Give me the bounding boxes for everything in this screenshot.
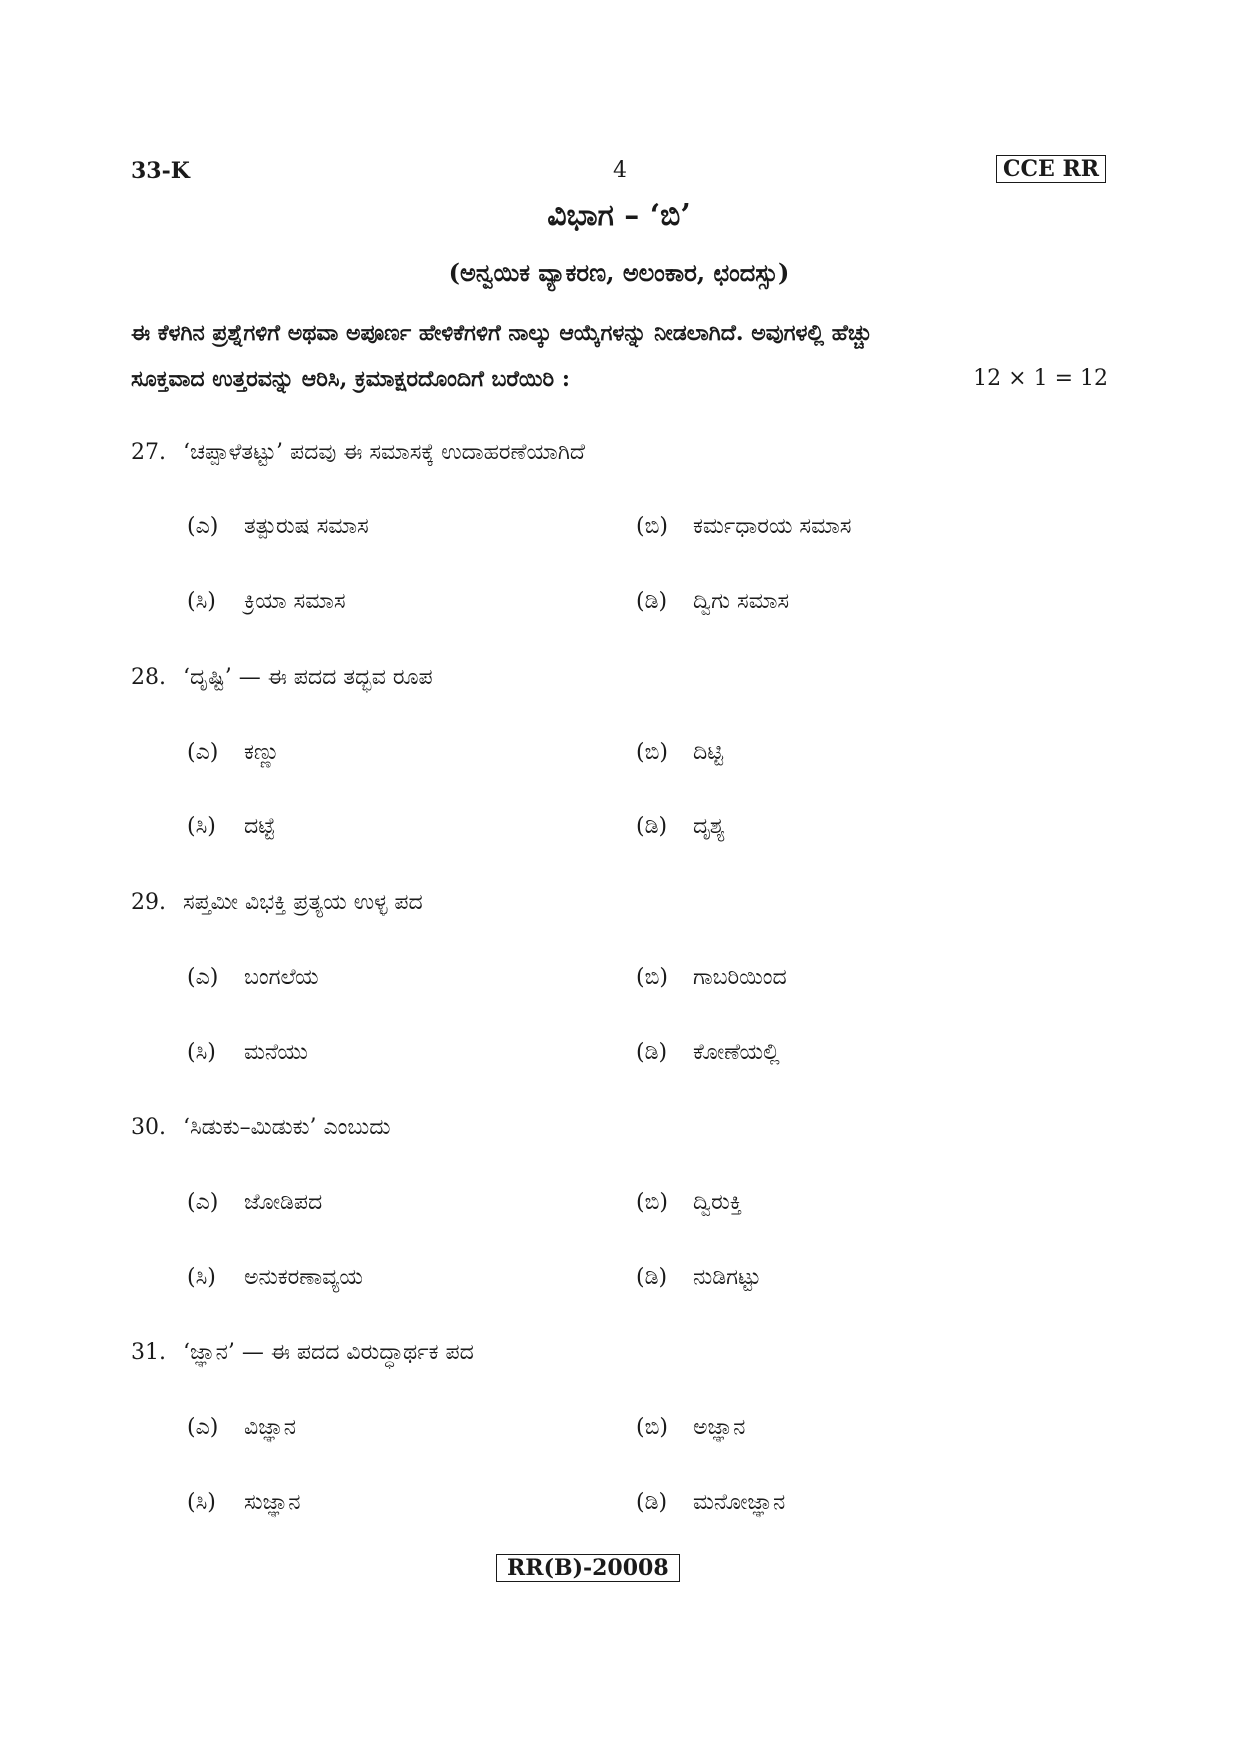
question-30 — [131, 1115, 390, 1140]
option-d — [636, 589, 789, 614]
option-label: (ಬಿ) — [636, 514, 668, 539]
option-c — [187, 589, 346, 614]
option-text: ದ್ವಿರುಕ್ತಿ — [693, 1190, 742, 1215]
question-31 — [131, 1340, 474, 1365]
option-c — [187, 1490, 301, 1515]
option-c — [187, 1265, 363, 1290]
option-label: (ಸಿ) — [187, 1265, 216, 1290]
option-label: (ಸಿ) — [187, 1490, 216, 1515]
option-label: (ಸಿ) — [187, 1040, 216, 1065]
option-a — [187, 514, 369, 539]
question-number: 30. — [131, 1115, 166, 1140]
question-number: 29. — [131, 890, 166, 915]
option-label: (ಎ) — [187, 514, 219, 539]
option-text: ದಿಟ್ಟಿ — [693, 740, 724, 765]
question-text: ‘ಜ್ಞಾನ’ — ಈ ಪದದ ವಿರುದ್ಧಾರ್ಥಕ ಪದ — [183, 1340, 474, 1365]
option-a — [187, 1190, 322, 1215]
question-text: ‘ಸಿಡುಕು–ಮಿಡುಕು’ ಎಂಬುದು — [183, 1115, 391, 1140]
option-label: (ಬಿ) — [636, 1190, 668, 1215]
question-number: 28. — [131, 665, 166, 690]
option-text: ಕ್ರಿಯಾ ಸಮಾಸ — [244, 589, 346, 614]
question-29 — [131, 890, 423, 915]
option-label: (ಡಿ) — [636, 1490, 668, 1515]
marks-allocation: 12 × 1 = 12 — [973, 366, 1108, 391]
option-label: (ಸಿ) — [187, 589, 216, 614]
paper-code: 33-K — [131, 158, 190, 184]
option-label: (ಡಿ) — [636, 1040, 668, 1065]
option-text: ದೃಶ್ಯ — [693, 814, 725, 839]
option-c — [187, 1040, 308, 1065]
option-label: (ಸಿ) — [187, 814, 216, 839]
option-label: (ಎ) — [187, 1415, 219, 1440]
option-text: ದಟ್ಟೆ — [244, 814, 276, 839]
question-text: ಸಪ್ತಮೀ ವಿಭಕ್ತಿ ಪ್ರತ್ಯಯ ಉಳ್ಳ ಪದ — [183, 890, 423, 915]
option-b — [636, 965, 787, 990]
option-label: (ಎ) — [187, 1190, 219, 1215]
option-text: ಮನೆಯು — [244, 1040, 308, 1065]
option-d — [636, 1265, 761, 1290]
option-text: ನುಡಿಗಟ್ಟು — [693, 1265, 761, 1290]
option-label: (ಡಿ) — [636, 1265, 668, 1290]
option-text: ಗಾಬರಿಯಿಂದ — [693, 965, 787, 990]
option-d — [636, 1490, 785, 1515]
question-28 — [131, 665, 433, 690]
instructions-line-2: ಸೂಕ್ತವಾದ ಉತ್ತರವನ್ನು ಆರಿಸಿ, ಕ್ರಮಾಕ್ಷರದೊಂದಿಗೆ ಬರೆಯಿರಿ : — [131, 366, 570, 392]
option-b — [636, 514, 851, 539]
option-label: (ಡಿ) — [636, 589, 668, 614]
option-text: ಅಜ್ಞಾನ — [693, 1415, 746, 1440]
question-text: ‘ಚಪ್ಪಾಳೆತಟ್ಟು’ ಪದವು ಈ ಸಮಾಸಕ್ಕೆ ಉದಾಹರಣೆಯಾಗಿದೆ — [183, 440, 585, 465]
question-text: ‘ದೃಷ್ಟಿ’ — ಈ ಪದದ ತದ್ಭವ ರೂಪ — [183, 665, 433, 690]
option-text: ತತ್ಪುರುಷ ಸಮಾಸ — [244, 514, 369, 539]
option-b — [636, 1415, 745, 1440]
option-a — [187, 740, 280, 765]
option-text: ಜೋಡಿಪದ — [244, 1190, 323, 1215]
option-b — [636, 1190, 742, 1215]
question-27 — [131, 440, 585, 465]
option-label: (ಡಿ) — [636, 814, 668, 839]
option-d — [636, 814, 725, 839]
option-label: (ಎ) — [187, 740, 219, 765]
option-label: (ಬಿ) — [636, 965, 668, 990]
option-d — [636, 1040, 780, 1065]
option-label: (ಎ) — [187, 965, 219, 990]
option-text: ಮನೋಜ್ಞಾನ — [693, 1490, 786, 1515]
option-label: (ಬಿ) — [636, 740, 668, 765]
page-number: 4 — [613, 158, 627, 183]
option-text: ಬಂಗಲೆಯ — [244, 965, 319, 990]
footer-code: RR(B)-20008 — [496, 1554, 680, 1582]
option-text: ಕಣ್ಣು — [244, 740, 280, 765]
option-label: (ಬಿ) — [636, 1415, 668, 1440]
question-number: 27. — [131, 440, 166, 465]
section-subtitle: (ಅನ್ವಯಿಕ ವ್ಯಾಕರಣ, ಅಲಂಕಾರ, ಛಂದಸ್ಸು) — [448, 258, 790, 287]
option-b — [636, 740, 723, 765]
option-text: ಅನುಕರಣಾವ್ಯಯ — [244, 1265, 363, 1290]
option-text: ದ್ವಿಗು ಸಮಾಸ — [693, 589, 790, 614]
instructions-line-1: ಈ ಕೆಳಗಿನ ಪ್ರಶ್ನೆಗಳಿಗೆ ಅಥವಾ ಅಪೂರ್ಣ ಹೇಳಿಕೆಗಳಿಗೆ ನಾಲ್ಕು ಆಯ್ಕೆಗಳನ್ನು ನೀಡಲಾಗಿದೆ. ಅವುಗಳಲ್ಲಿ ಹೆಚ್ಚು — [131, 320, 873, 346]
option-a — [187, 1415, 296, 1440]
option-text: ಕರ್ಮಧಾರಯ ಸಮಾಸ — [693, 514, 852, 539]
section-title: ವಿಭಾಗ – ‘ಬಿ’ — [547, 198, 691, 233]
option-c — [187, 814, 275, 839]
option-text: ವಿಜ್ಞಾನ — [244, 1415, 297, 1440]
option-text: ಕೋಣೆಯಲ್ಲಿ — [693, 1040, 780, 1065]
question-number: 31. — [131, 1340, 166, 1365]
series-badge: CCE RR — [996, 155, 1106, 183]
option-a — [187, 965, 319, 990]
option-text: ಸುಜ್ಞಾನ — [244, 1490, 301, 1515]
